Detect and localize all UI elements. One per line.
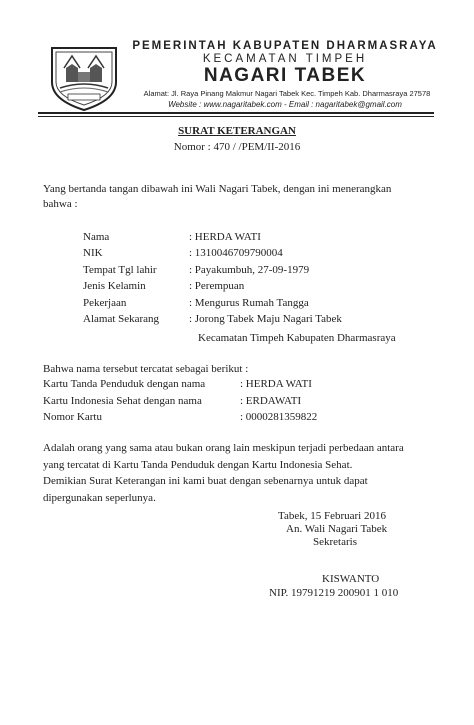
office-contact: Website : www.nagaritabek.com - Email : nagaritabek@gmail.com [168, 100, 402, 109]
field-label-nik: NIK [83, 247, 103, 259]
intro-line-1: Yang bertanda tangan dibawah ini Wali Nagari Tabek, dengan ini menerangkan [43, 183, 392, 195]
closing-line-1: Adalah orang yang sama atau bukan orang lain meskipun terjadi perbedaan antara [43, 442, 404, 454]
card-number-label: Nomor Kartu [43, 411, 102, 423]
field-label-gender: Jenis Kelamin [83, 280, 146, 292]
field-label-address: Alamat Sekarang [83, 313, 160, 325]
letterhead-rule [38, 112, 434, 114]
ktp-label: Kartu Tanda Penduduk dengan nama [43, 378, 206, 390]
closing-line-3: Demikian Surat Keterangan ini kami buat dengan sebenarnya untuk dapat [43, 475, 368, 487]
field-value-address: : Jorong Tabek Maju Nagari Tabek [189, 313, 342, 325]
letterhead-rule-thin [38, 116, 434, 117]
village-heading: NAGARI TABEK [203, 65, 367, 86]
field-value-birth: : Payakumbuh, 27-09-1979 [189, 264, 310, 276]
field-value-gender: : Perempuan [189, 280, 245, 292]
field-value-name: : HERDA WATI [189, 231, 261, 243]
closing-line-4: dipergunakan seperlunya. [43, 492, 156, 504]
signatory-name: KISWANTO [322, 573, 380, 585]
field-value-occupation: : Mengurus Rumah Tangga [189, 297, 309, 309]
district-heading: KECAMATAN TIMPEH [202, 53, 368, 65]
ktp-value: : HERDA WATI [240, 378, 312, 390]
field-value-nik: : 1310046709790004 [189, 247, 283, 259]
office-address: Alamat: Jl. Raya Pinang Makmur Nagari Tabek Kec. Timpeh Kab. Dharmasraya 27578 [143, 89, 431, 98]
kis-label: Kartu Indonesia Sehat dengan nama [43, 395, 202, 407]
registered-intro: Bahwa nama tersebut tercatat sebagai berikut : [43, 363, 249, 375]
document-number: Nomor : 470 / /PEM/II-2016 [173, 141, 301, 153]
field-label-name: Nama [83, 231, 110, 243]
intro-line-2: bahwa : [43, 198, 78, 210]
field-label-birth: Tempat Tgl lahir [83, 264, 157, 276]
signatory-nip: NIP. 19791219 200901 1 010 [269, 587, 399, 599]
card-number-value: : 0000281359822 [240, 411, 318, 423]
signature-role: Sekretaris [313, 536, 357, 548]
signature-place-date: Tabek, 15 Februari 2016 [278, 510, 386, 522]
government-heading: PEMERINTAH KABUPATEN DHARMASRAYA [132, 40, 438, 52]
document-title: SURAT KETERANGAN [178, 125, 296, 137]
field-label-occupation: Pekerjaan [83, 297, 127, 309]
field-value-address-cont: Kecamatan Timpeh Kabupaten Dharmasraya [198, 332, 396, 344]
signature-on-behalf: An. Wali Nagari Tabek [286, 523, 388, 535]
regency-logo [44, 42, 124, 112]
kis-value: : ERDAWATI [240, 395, 302, 407]
closing-line-2: yang tercatat di Kartu Tanda Penduduk dengan Kartu Indonesia Sehat. [43, 459, 353, 471]
